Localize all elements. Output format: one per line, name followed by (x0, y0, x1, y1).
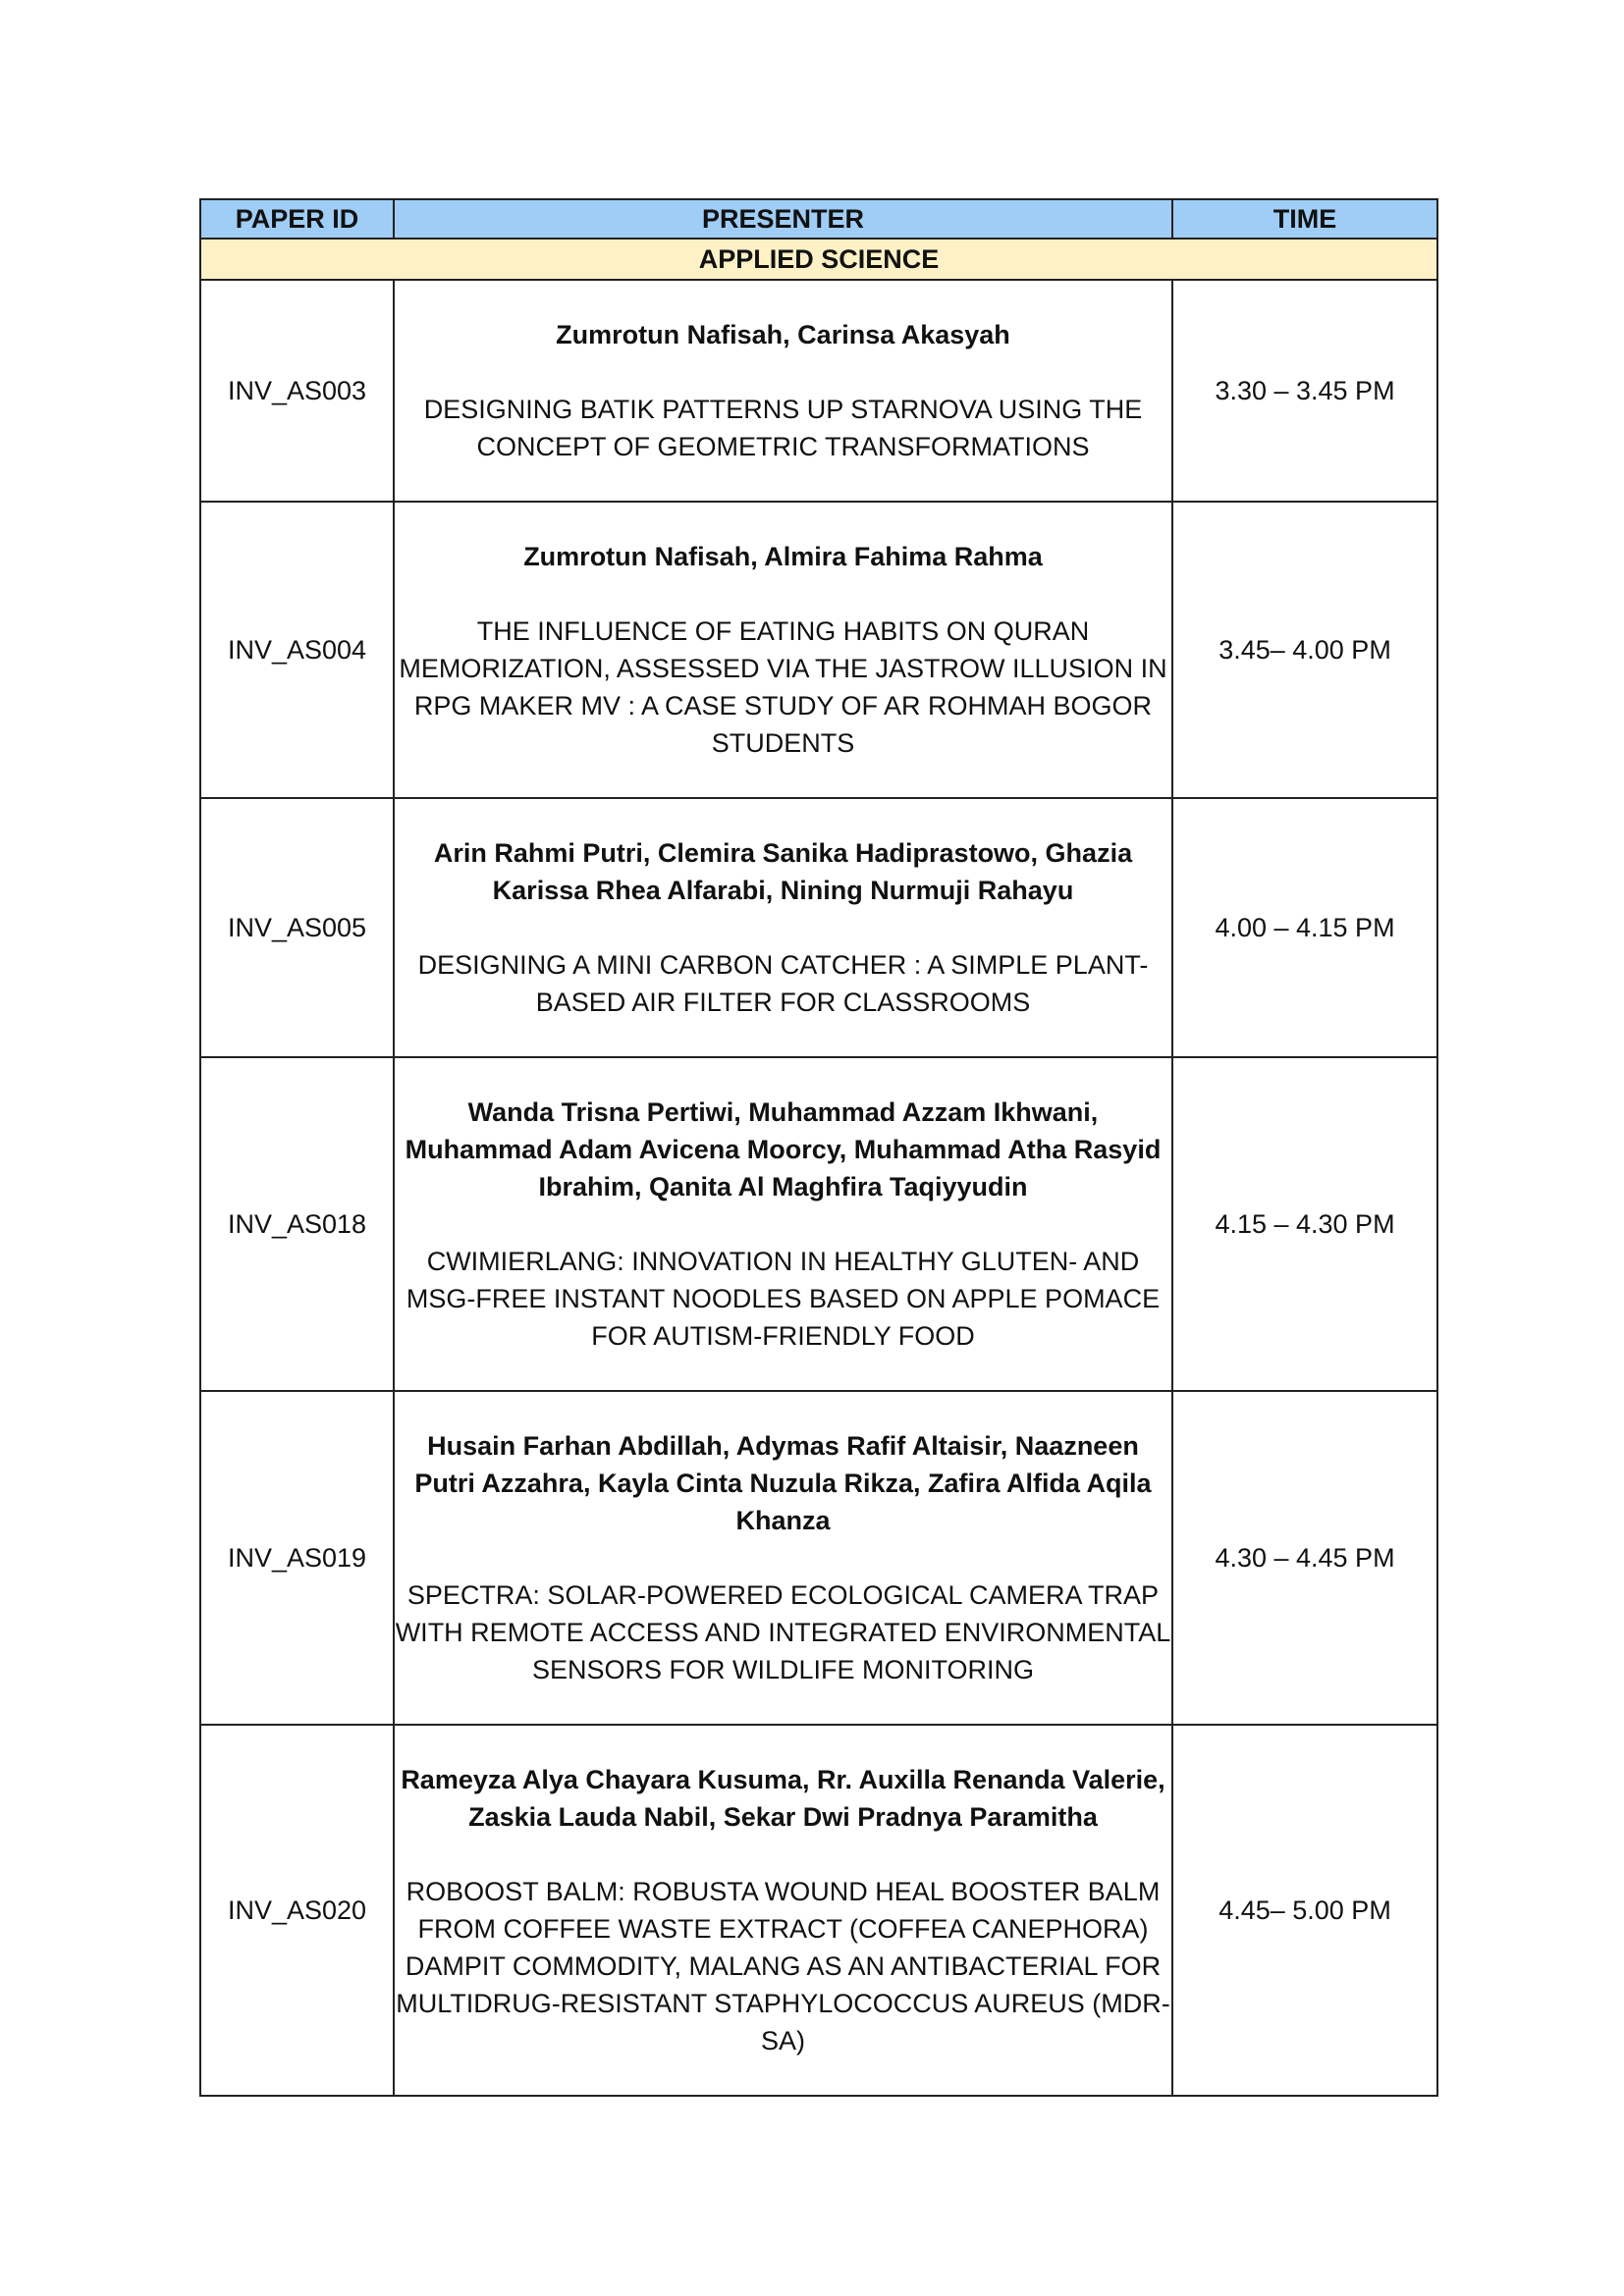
schedule-table (199, 198, 1438, 2097)
paper-id-cell: INV_AS004 (200, 502, 394, 798)
time-cell: 4.45– 5.00 PM (1172, 1725, 1437, 2096)
paper-id-cell: INV_AS019 (200, 1391, 394, 1725)
presenter-cell (394, 1391, 1172, 1725)
presenter-names: Arin Rahmi Putri, Clemira Sanika Hadiprastowo, Ghazia Karissa Rhea Alfarabi, Nining Nurmuji Rahayu (433, 838, 1133, 905)
header-presenter: PRESENTER (394, 199, 1172, 239)
presenter-cell (394, 1725, 1172, 2096)
paper-title: DESIGNING A MINI CARBON CATCHER : A SIMPLE PLANT-BASED AIR FILTER FOR CLASSROOMS (417, 950, 1149, 1017)
paper-title: SPECTRA: SOLAR-POWERED ECOLOGICAL CAMERA TRAP WITH REMOTE ACCESS AND INTEGRATED ENVIRONMENTAL SENSORS FOR WILDLIFE MONITORING (395, 1580, 1171, 1684)
paper-id-cell: INV_AS005 (200, 798, 394, 1057)
paper-title: THE INFLUENCE OF EATING HABITS ON QURAN MEMORIZATION, ASSESSED VIA THE JASTROW ILLUSION IN RPG MAKER MV : A CASE STUDY OF AR ROHMAH BOGOR STUDENTS (399, 616, 1167, 758)
time-cell: 4.30 – 4.45 PM (1172, 1391, 1437, 1725)
presenter-cell (394, 798, 1172, 1057)
paper-id-cell: INV_AS018 (200, 1057, 394, 1391)
time-cell: 4.15 – 4.30 PM (1172, 1057, 1437, 1391)
time-cell: 3.45– 4.00 PM (1172, 502, 1437, 798)
header-time: TIME (1172, 199, 1437, 239)
table-row (200, 798, 1437, 1057)
header-row (200, 199, 1437, 239)
presenter-cell (394, 280, 1172, 502)
section-title: APPLIED SCIENCE (200, 239, 1437, 280)
presenter-names: Wanda Trisna Pertiwi, Muhammad Azzam Ikhwani, Muhammad Adam Avicena Moorcy, Muhammad Atha Rasyid Ibrahim, Qanita Al Maghfira Taqiyyudin (405, 1097, 1162, 1201)
table-row (200, 1391, 1437, 1725)
presenter-names: Husain Farhan Abdillah, Adymas Rafif Altaisir, Naazneen Putri Azzahra, Kayla Cinta Nuzula Rikza, Zafira Alfida Aqila Khanza (414, 1431, 1152, 1535)
paper-title: DESIGNING BATIK PATTERNS UP STARNOVA USING THE CONCEPT OF GEOMETRIC TRANSFORMATIONS (423, 395, 1143, 461)
time-cell: 3.30 – 3.45 PM (1172, 280, 1437, 502)
presenter-names: Zumrotun Nafisah, Carinsa Akasyah (556, 320, 1010, 349)
paper-title: CWIMIERLANG: INNOVATION IN HEALTHY GLUTEN- AND MSG-FREE INSTANT NOODLES BASED ON APPLE POMACE FOR AUTISM-FRIENDLY FOOD (406, 1247, 1161, 1351)
table-row (200, 502, 1437, 798)
presenter-cell (394, 1057, 1172, 1391)
paper-id-cell: INV_AS003 (200, 280, 394, 502)
section-row (200, 239, 1437, 280)
table-row (200, 1725, 1437, 2096)
table-row (200, 280, 1437, 502)
presenter-cell (394, 502, 1172, 798)
header-paper-id: PAPER ID (200, 199, 394, 239)
table-row (200, 1057, 1437, 1391)
presenter-names: Zumrotun Nafisah, Almira Fahima Rahma (523, 542, 1043, 571)
paper-id-cell: INV_AS020 (200, 1725, 394, 2096)
presenter-names: Rameyza Alya Chayara Kusuma, Rr. Auxilla Renanda Valerie, Zaskia Lauda Nabil, Sekar Dwi Pradnya Paramitha (401, 1765, 1165, 1832)
paper-title: ROBOOST BALM: ROBUSTA WOUND HEAL BOOSTER BALM FROM COFFEE WASTE EXTRACT (COFFEA CANEPHORA) DAMPIT COMMODITY, MALANG AS AN ANTIBACTERIAL FOR MULTIDRUG-RESISTANT STAPHYLOCOCCUS AUREUS (MDR-SA) (396, 1877, 1170, 2056)
time-cell: 4.00 – 4.15 PM (1172, 798, 1437, 1057)
